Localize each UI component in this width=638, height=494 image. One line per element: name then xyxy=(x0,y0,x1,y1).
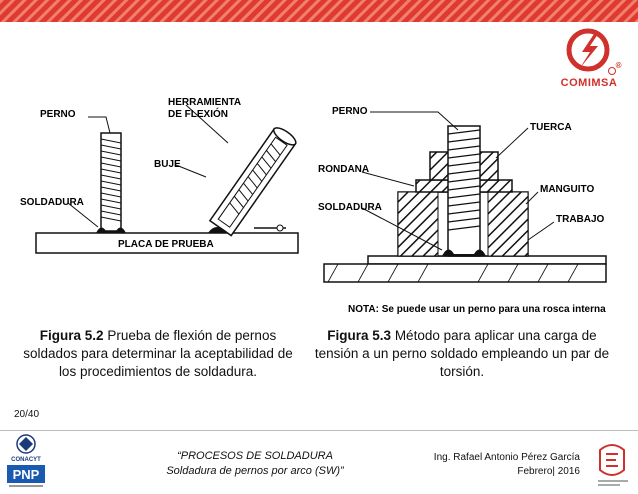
label-perno-right: PERNO xyxy=(332,106,368,117)
page-number: 20/40 xyxy=(14,409,40,420)
footer-title-line2: Soldadura de pernos por arco (SW)” xyxy=(166,465,344,477)
footer-date: Febrero| 2016 xyxy=(517,466,580,477)
footer-author-block xyxy=(395,451,580,479)
pnp-text: PNP xyxy=(12,467,40,482)
label-perno-left: PERNO xyxy=(40,109,76,120)
brand-name: COMIMSA ® xyxy=(560,61,622,89)
registered-mark: ® xyxy=(615,61,622,70)
footer-title-line1: “PROCESOS DE SOLDADURA xyxy=(177,450,333,462)
footer-divider xyxy=(0,430,638,431)
figure-5-3-diagram xyxy=(318,100,610,318)
stud-right xyxy=(442,126,486,256)
note-text: NOTA: Se puede usar un perno para una rosca interna xyxy=(348,304,606,315)
footer-title xyxy=(130,449,380,479)
bending-tool xyxy=(210,125,298,236)
label-buje: BUJE xyxy=(154,159,181,170)
label-tuerca: TUERCA xyxy=(530,122,572,133)
conacyt-pnp-logo-icon xyxy=(6,433,46,491)
caption-figure-5-3-label: Figura 5.3 xyxy=(327,328,392,343)
conacyt-text: CONACYT xyxy=(11,457,41,463)
label-placa: PLACA DE PRUEBA xyxy=(118,239,214,250)
label-soldadura-left: SOLDADURA xyxy=(20,197,84,208)
institution-logo-icon xyxy=(594,440,632,490)
caption-figure-5-2 xyxy=(16,327,300,381)
label-trabajo: TRABAJO xyxy=(556,214,605,225)
label-soldadura-right: SOLDADURA xyxy=(318,202,382,213)
caption-figure-5-2-text: Prueba de flexión de pernos soldados para determinar la aceptabilidad de los procedimientos de soldadura. xyxy=(23,328,293,379)
label-herramienta: HERRAMIENTA xyxy=(168,97,242,108)
figure-5-2-diagram xyxy=(18,95,300,265)
caption-figure-5-3 xyxy=(312,327,612,381)
label-rondana: RONDANA xyxy=(318,164,370,175)
label-manguito: MANGUITO xyxy=(540,184,595,195)
caption-figure-5-3-text: Método para aplicar una carga de tensión a un perno soldado empleando un par de torsión. xyxy=(314,328,610,379)
top-decorative-band xyxy=(0,0,638,22)
stud-left xyxy=(96,133,126,233)
caption-figure-5-2-label: Figura 5.2 xyxy=(39,328,104,343)
label-de-flexion: DE FLEXIÓN xyxy=(168,109,229,120)
work-plate xyxy=(368,256,606,264)
footer-author: Ing. Rafael Antonio Pérez García xyxy=(433,452,580,463)
